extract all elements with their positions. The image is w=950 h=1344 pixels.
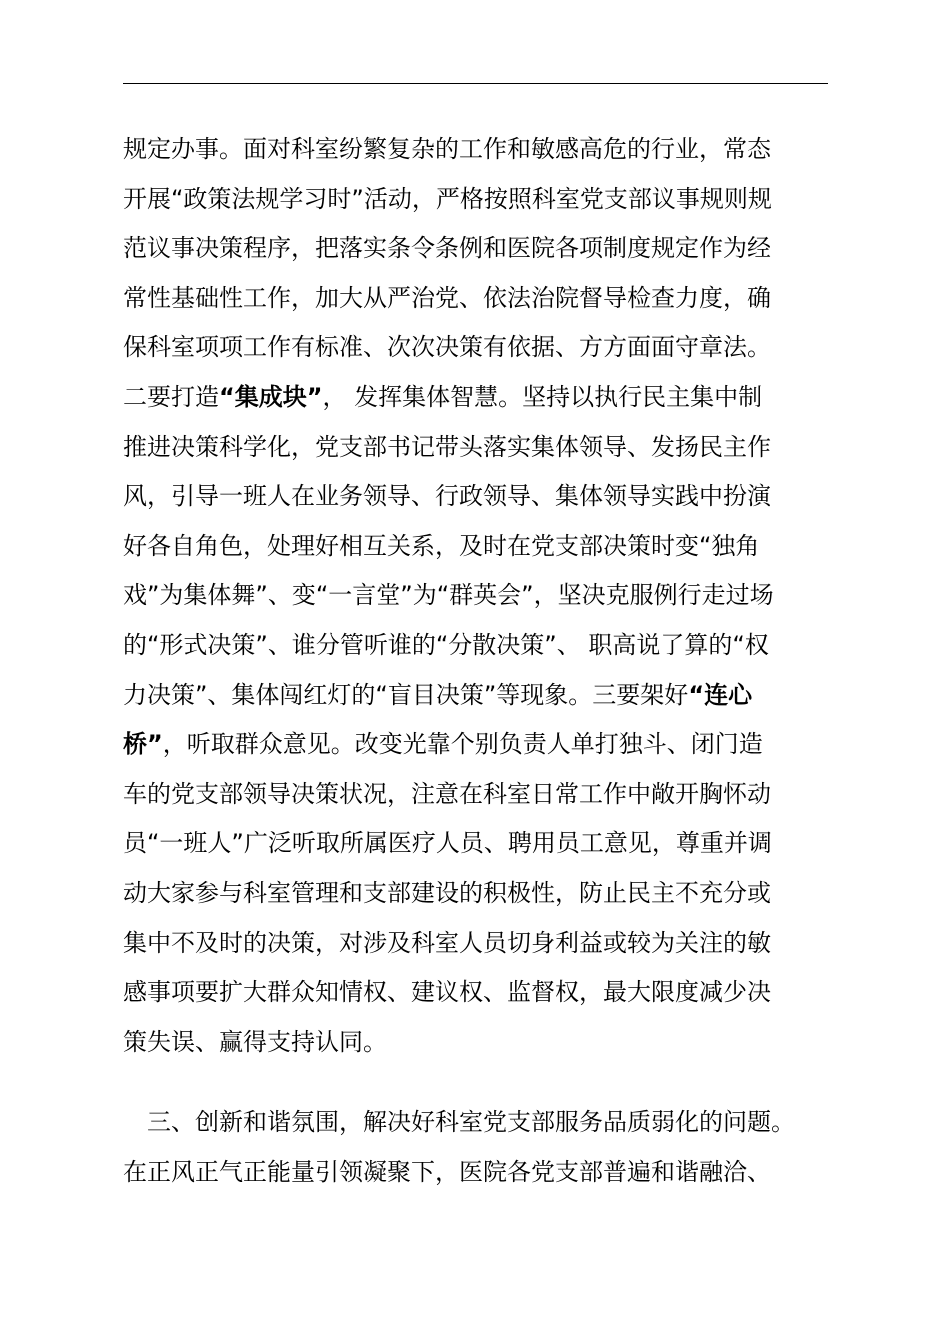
text-line [123,671,838,721]
text-run: ，听取群众意见。改变光靠个别负责人单打独斗、闭门造 [162,730,763,759]
text-line: 推进决策科学化，党支部书记带头落实集体领导、发扬民主作 [123,432,771,461]
text-line [123,373,838,423]
text-line: 开展“政策法规学习时”活动，严格按照科室党支部议事规则规 [123,184,772,213]
text-line: 车的党支部领导决策状况，注意在科室日常工作中敞开胸怀动 [123,779,771,808]
text-line: 风，引导一班人在业务领导、行政领导、集体领导实践中扮演 [123,482,771,511]
text-run: 力决策”、集体闯红灯的“盲目决策”等现象。三要架好 [123,680,689,709]
text-run: 二要打造 [123,382,219,411]
document-body [123,125,838,1197]
text-line: 员“一班人”广泛听取所属医疗人员、聘用员工意见，尊重并调 [123,829,772,858]
text-run: ， 发挥集体智慧。坚持以执行民主集中制 [322,382,763,411]
text-line: 好各自角色，处理好相互关系，及时在党支部决策时变“独角 [123,531,760,560]
text-line: 常性基础性工作，加大从严治党、依法治院督导检查力度，确 [123,283,771,312]
text-line: 戏”为集体舞”、变“一言堂”为“群英会”，坚决克服例行走过场 [123,581,774,610]
header-rule [123,83,828,84]
text-line: 动大家参与科室管理和支部建设的积极性，防止民主不充分或 [123,878,771,907]
emphasis-text: “连心 [688,680,753,709]
text-line: 策失误、赢得支持认同。 [123,1027,387,1056]
text-line [123,720,838,770]
text-line: 规定办事。面对科室纷繁复杂的工作和敏感高危的行业，常态 [123,135,771,163]
text-line: 集中不及时的决策，对涉及科室人员切身利益或较为关注的敏 [123,928,771,957]
emphasis-text: 桥” [123,730,163,759]
text-line: 保科室项项工作有标准、次次决策有依据、方方面面守章法。 [123,333,771,362]
text-line: 的“形式决策”、谁分管听谁的“分散决策”、 职高说了算的“权 [123,630,769,659]
text-line: 感事项要扩大群众知情权、建议权、监督权，最大限度减少决 [123,978,771,1007]
text-line: 范议事决策程序，把落实条令条例和医院各项制度规定作为经 [123,234,771,263]
text-line: 在正风正气正能量引领凝聚下，医院各党支部普遍和谐融洽、 [123,1157,771,1186]
emphasis-text: “集成块” [219,382,323,411]
section-heading-line: 三、创新和谐氛围，解决好科室党支部服务品质弱化的问题。 [123,1108,795,1137]
